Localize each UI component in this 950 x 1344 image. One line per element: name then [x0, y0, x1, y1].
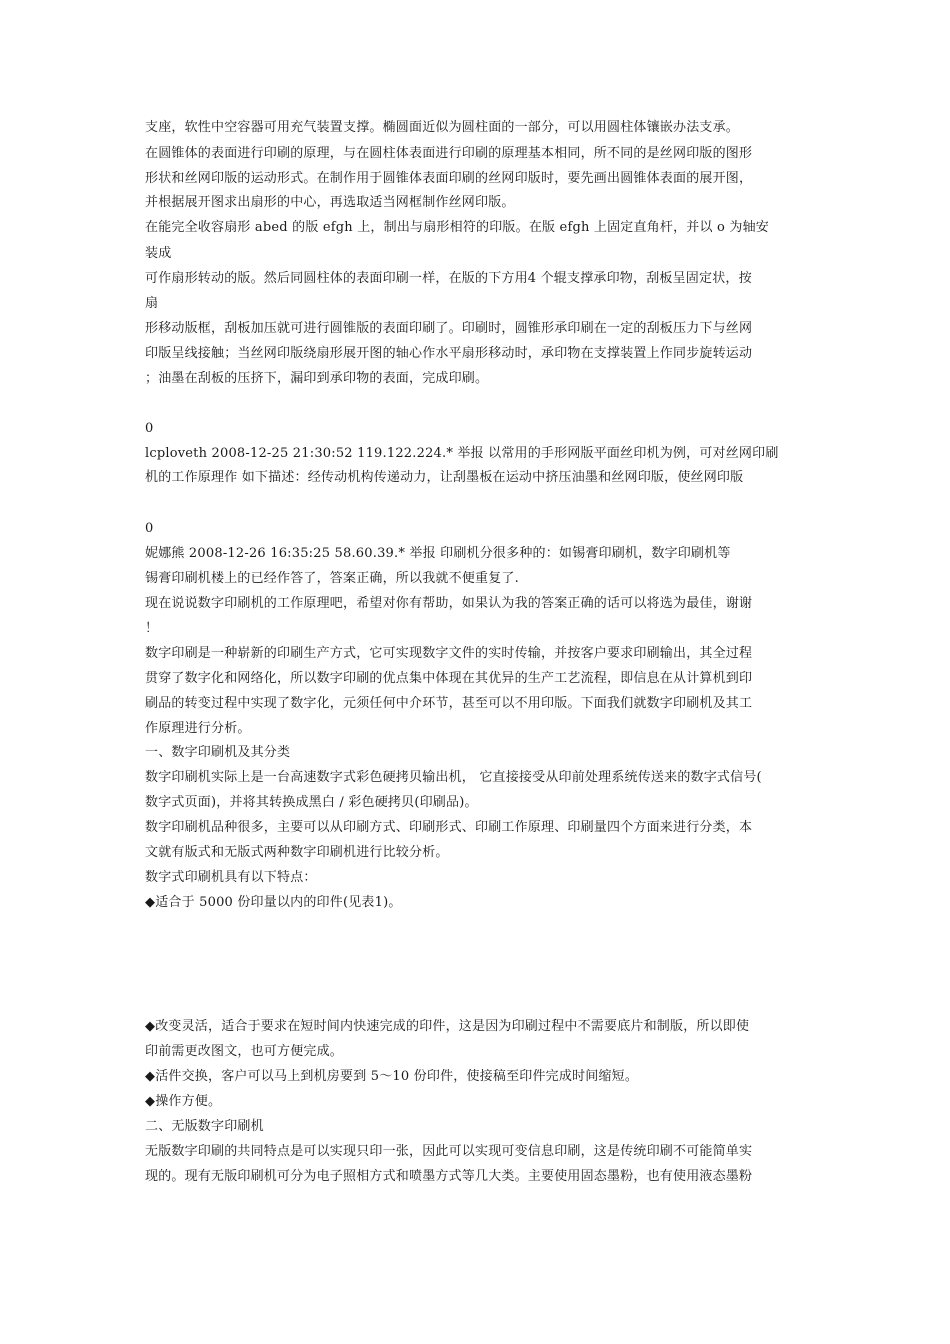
paragraph-line: 刷品的转变过程中实现了数字化，元须任何中介环节，甚至可以不用印版。下面我们就数字印刷机及其工 — [145, 696, 753, 711]
bullet-item: ◆适合于 5000 份印量以内的印件(见表1)。 — [145, 895, 402, 910]
reply-header-line: 妮娜熊 2008-12-26 16:35:25 58.60.39.* 举报 印刷机分很多种的：如锡膏印刷机，数字印刷机等 — [145, 546, 731, 561]
vote-count: 0 — [145, 421, 154, 436]
paragraph-line: 数字式页面)，并将其转换成黑白 / 彩色硬拷贝(印刷品)。 — [145, 795, 478, 810]
vote-count: 0 — [145, 521, 154, 536]
paragraph-line: 装成 — [145, 246, 172, 261]
paragraph-line: 并根据展开图求出扇形的中心，再选取适当网框制作丝网印版。 — [145, 195, 515, 210]
paragraph-line: 扇 — [145, 296, 159, 311]
paragraph-line: 支座，软性中空容器可用充气装置支撑。椭圆面近似为圆柱面的一部分，可以用圆柱体镶嵌办法支承。 — [145, 120, 740, 135]
bullet-item: ◆操作方便。 — [145, 1094, 222, 1109]
paragraph-line: ！ — [145, 621, 159, 636]
paragraph-line: 在能完全收容扇形 abed 的版 efgh 上，制出与扇形相符的印版。在版 efgh 上固定直角杆，并以 o 为轴安 — [145, 220, 769, 235]
section-heading: 一、数字印刷机及其分类 — [145, 745, 291, 760]
paragraph-line: 在圆锥体的表面进行印刷的原理，与在圆柱体表面进行印刷的原理基本相同，所不同的是丝网印版的图形 — [145, 146, 753, 161]
paragraph-line: 现在说说数字印刷机的工作原理吧，希望对你有帮助，如果认为我的答案正确的话可以将选为最佳，谢谢 — [145, 596, 753, 611]
bullet-item: ◆改变灵活，适合于要求在短时间内快速完成的印件，这是因为印刷过程中不需要底片和制版，所以即使 — [145, 1019, 750, 1034]
reply-header-line: lcploveth 2008-12-25 21:30:52 119.122.224.* 举报 以常用的手形网版平面丝印机为例，可对丝网印刷 — [145, 446, 779, 461]
paragraph-line: ；油墨在刮板的压挤下，漏印到承印物的表面，完成印刷。 — [145, 371, 489, 386]
paragraph-line: 数字印刷机实际上是一台高速数字式彩色硬拷贝输出机， 它直接接受从印前处理系统传送来的数字式信号( — [145, 770, 762, 785]
paragraph-line: 形移动版框，刮板加压就可进行圆锥版的表面印刷了。印刷时，圆锥形承印刷在一定的刮板压力下与丝网 — [145, 321, 753, 336]
paragraph-line: 现的。现有无版印刷机可分为电子照相方式和喷墨方式等几大类。主要使用固态墨粉，也有使用液态墨粉 — [145, 1169, 753, 1184]
paragraph-line: 数字印刷是一种崭新的印刷生产方式，它可实现数字文件的实时传输，并按客户要求印刷输出，其全过程 — [145, 646, 753, 661]
paragraph-line: 可作扇形转动的版。然后同圆柱体的表面印刷一样，在版的下方用4 个辊支撑承印物，刮板呈固定状，按 — [145, 271, 752, 286]
paragraph-line: 机的工作原理作 如下描述：经传动机构传递动力，让刮墨板在运动中挤压油墨和丝网印版，使丝网印版 — [145, 470, 744, 485]
paragraph-line: 形状和丝网印版的运动形式。在制作用于圆锥体表面印刷的丝网印版时，要先画出圆锥体表面的展开图， — [145, 171, 753, 186]
paragraph-line: 数字印刷机品种很多，主要可以从印刷方式、印刷形式、印刷工作原理、印刷量四个方面来进行分类，本 — [145, 820, 753, 835]
paragraph-line: 印版呈线接触；当丝网印版绕扇形展开图的轴心作水平扇形移动时，承印物在支撑装置上作同步旋转运动 — [145, 346, 753, 361]
paragraph-line: 锡膏印刷机楼上的已经作答了，答案正确，所以我就不便重复了. — [145, 571, 519, 586]
paragraph-line: 文就有版式和无版式两种数字印刷机进行比较分析。 — [145, 845, 449, 860]
paragraph-line: 印前需更改图文，也可方便完成。 — [145, 1044, 344, 1059]
paragraph-line: 无版数字印刷的共同特点是可以实现只印一张，因此可以实现可变信息印刷，这是传统印刷不可能简单实 — [145, 1144, 753, 1159]
section-heading: 二、无版数字印刷机 — [145, 1119, 264, 1134]
paragraph-line: 作原理进行分析。 — [145, 721, 251, 736]
paragraph-line: 贯穿了数字化和网络化，所以数字印刷的优点集中体现在其优异的生产工艺流程，即信息在从计算机到印 — [145, 671, 753, 686]
paragraph-line: 数字式印刷机具有以下特点： — [145, 870, 317, 885]
bullet-item: ◆活件交换，客户可以马上到机房要到 5～10 份印件，使接稿至印件完成时间缩短。 — [145, 1069, 639, 1084]
